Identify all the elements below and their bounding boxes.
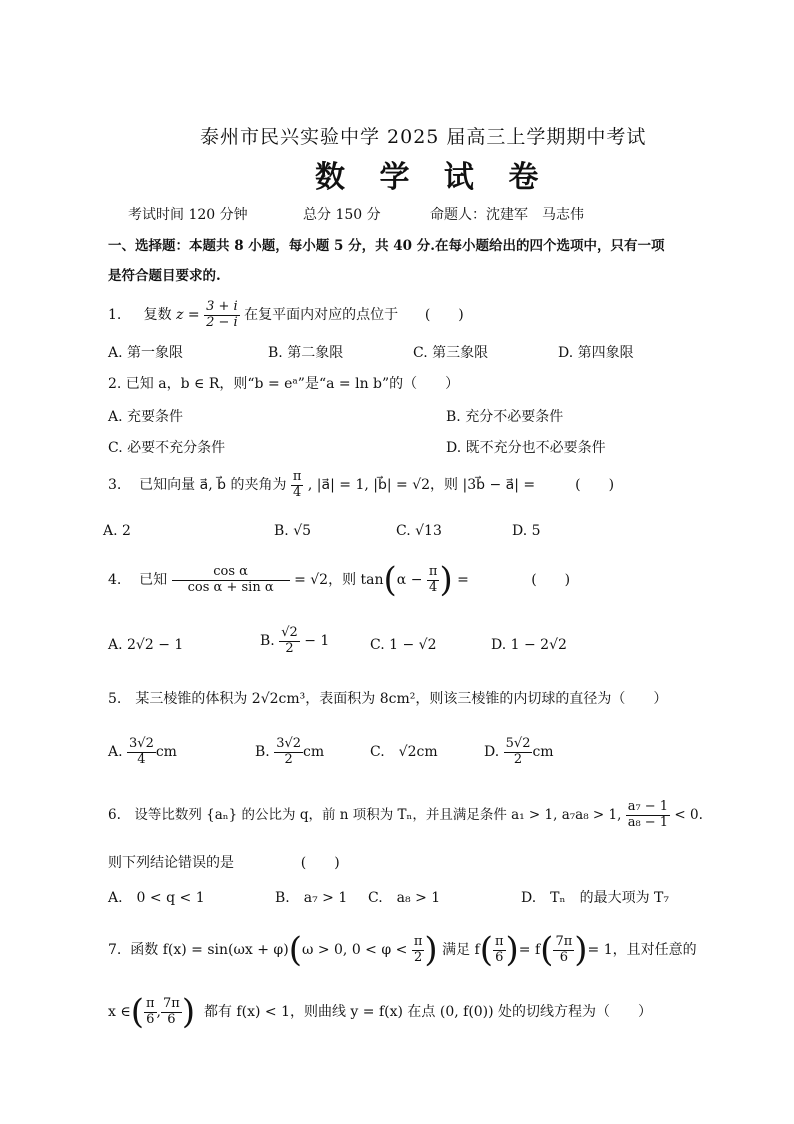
question-6: [108, 798, 703, 832]
q7-interval-end: $\frac{7\pi}{6}$: [162, 995, 180, 1027]
exam-time: 考试时间 120 分钟: [128, 207, 248, 223]
q1-option-c: C. 第三象限: [413, 345, 489, 361]
q3-angle-fraction: $\frac{\pi}{4}$: [292, 468, 302, 500]
q1-fraction: $\frac{3 + i}{2 - i}$: [206, 298, 238, 330]
q7-cond-fraction: $\frac{\pi}{2}$: [413, 933, 423, 965]
q1-number: 1.: [108, 307, 122, 323]
q6-pre: 6. 设等比数列 {aₙ} 的公比为 q，前 n 项积为 Tₙ，并且满足条件 a₁ > 1, a₇a₈ > 1,: [108, 807, 622, 823]
q7-condition: ω > 0, 0 < φ <: [301, 942, 408, 958]
school-exam-title: 泰州市民兴实验中学 2025 届高三上学期期中考试: [200, 126, 647, 148]
q1-option-b: B. 第二象限: [268, 345, 344, 361]
q5-option-d: D. $\frac{5√2}{2}$ cm: [484, 735, 554, 767]
q4-mid: = √2，则 tan: [294, 572, 384, 588]
q6-post: < 0.: [674, 807, 703, 823]
exam-total-score: 总分 150 分: [303, 207, 381, 223]
q1-pre: 复数: [143, 307, 172, 323]
q5-option-c: C. √2cm: [370, 744, 438, 760]
q4-option-b: B. $\frac{√2}{2}$ − 1: [260, 624, 330, 656]
q7-interval-start: $\frac{\pi}{6}$: [145, 995, 155, 1027]
q6-prompt: 则下列结论错误的是 ( ): [108, 855, 340, 871]
section-instruction-line1: 一、选择题：本题共 8 小题，每小题 5 分，共 40 分.在每小题给出的四个选项中，只有一项: [108, 238, 665, 254]
q4-option-c: C. 1 − √2: [370, 637, 437, 653]
q3-option-d: D. 5: [512, 523, 541, 539]
q7-post: = 1，且对任意的: [587, 942, 697, 958]
q7-x-in: x ∈: [108, 1004, 131, 1020]
q1-option-a: A. 第一象限: [108, 345, 184, 361]
q4-option-d: D. 1 − 2√2: [491, 637, 567, 653]
q6-option-a: A. 0 < q < 1: [108, 890, 205, 906]
section-instruction-line2: 是符合题目要求的.: [108, 268, 221, 284]
q4-fraction: $\frac{\text{cos α}}{\text{cos α + sin α}}$: [172, 565, 290, 596]
q5-option-b: B. $\frac{3√2}{2}$ cm: [255, 735, 325, 767]
question-1: [108, 298, 464, 332]
q6-option-c: C. a₈ > 1: [368, 890, 441, 906]
question-4: [108, 560, 570, 600]
q1-z: z =: [176, 307, 200, 323]
q4-right-paren: ): [439, 560, 453, 600]
q5-option-a: A. $\frac{3√2}{4}$ cm: [108, 735, 177, 767]
q3-answer-blank: ( ): [575, 477, 615, 493]
q4-pre: 已知: [139, 572, 168, 588]
question-2: 2. 已知 a，b ∈ R，则“b = eᵃ”是“a = ln b”的（ ）: [108, 376, 460, 392]
page-title: 数 学 试 卷: [315, 160, 551, 195]
question-3: [108, 468, 614, 502]
q4-arg-fraction: $\frac{\pi}{4}$: [428, 563, 438, 595]
q6-fraction: $\frac{\text{a₇ − 1}}{\text{a₈ − 1}}$: [627, 799, 669, 830]
q7-eq: = f: [518, 942, 541, 958]
q7-line2: x ∈( $\frac{\pi}{6}$ , $\frac{7\pi}{6}$ ) 都有 f(x) < 1，则曲线 y = f(x) 在点 (0, f(0)) 处的切线方程为（ ）: [108, 992, 653, 1032]
q4-arg: α −: [396, 572, 423, 588]
q6-option-b: B. a₇ > 1: [275, 890, 348, 906]
q7-function: 函数 f(x) = sin(ωx + φ): [130, 942, 289, 958]
q7-a-fraction: $\frac{\pi}{6}$: [494, 933, 504, 965]
q3-number: 3.: [108, 477, 122, 493]
q1-answer-blank: ( ): [424, 307, 464, 323]
q7-b-fraction: $\frac{7\pi}{6}$: [555, 933, 573, 965]
exam-authors: 命题人：沈建军 马志伟: [430, 207, 584, 223]
q4-post: =: [457, 572, 469, 588]
q4-left-paren: (: [383, 560, 397, 600]
question-5: 5. 某三棱锥的体积为 2√2cm³，表面积为 8cm²，则该三棱锥的内切球的直径为（ ）: [108, 691, 668, 707]
q7-mid: 满足 f: [442, 942, 480, 958]
q7-line2-text: 都有 f(x) < 1，则曲线 y = f(x) 在点 (0, f(0)) 处的切线方程为（ ）: [203, 1004, 653, 1020]
question-7: 7. 函数 f(x) = sin(ωx + φ)(ω > 0, 0 < φ < $\frac{\pi}{2}$ ) 满足 f( $\frac{\pi}{6}$ )= f( $\frac{7\pi}{6}$ )= 1，且对任意的: [108, 930, 697, 970]
q3-post: , |a⃗| = 1, |b⃗| = √2，则 |3b⃗ − a⃗| =: [307, 477, 536, 493]
q2-option-b: B. 充分不必要条件: [446, 409, 564, 425]
q3-option-c: C. √13: [396, 523, 442, 539]
q2-option-c: C. 必要不充分条件: [108, 440, 226, 456]
q4-number: 4.: [108, 572, 122, 588]
q4-option-a: A. 2√2 − 1: [108, 637, 184, 653]
q3-option-b: B. √5: [274, 523, 312, 539]
q2-option-d: D. 既不充分也不必要条件: [446, 440, 606, 456]
q6-option-d: D. Tₙ 的最大项为 T₇: [521, 890, 669, 906]
q3-option-a: A. 2: [103, 523, 131, 539]
q6-answer-blank: ( ): [300, 855, 340, 871]
q4-answer-blank: ( ): [531, 572, 571, 588]
q1-post: 在复平面内对应的点位于: [244, 307, 399, 323]
q7-number: 7.: [108, 942, 122, 958]
q3-pre: 已知向量 a⃗, b⃗ 的夹角为: [139, 477, 287, 493]
q2-option-a: A. 充要条件: [108, 409, 184, 425]
q1-option-d: D. 第四象限: [558, 345, 634, 361]
